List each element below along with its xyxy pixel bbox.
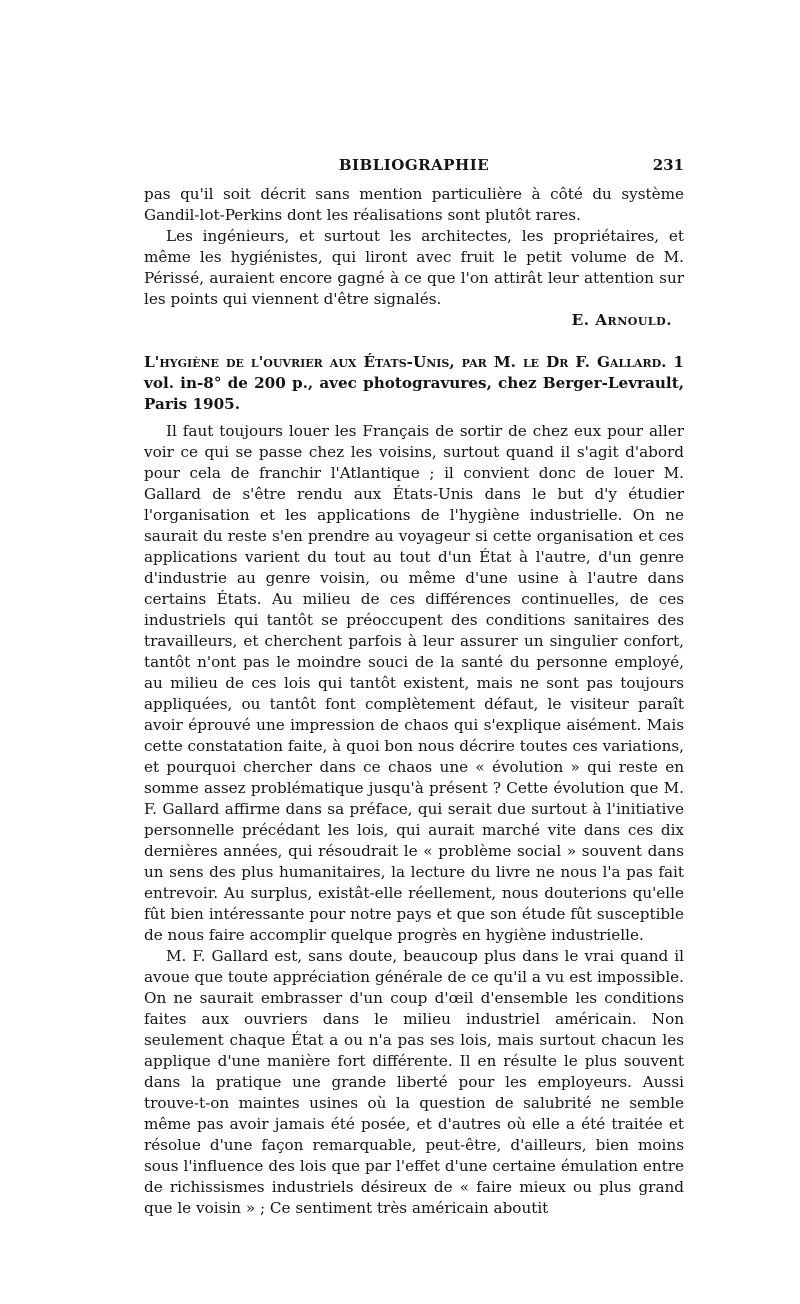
- paragraph-conclusion: Les ingénieurs, et surtout les architectes, les propriétaires, et même les hygiénistes, qui liront avec fruit le petit volume de M. Périssé, auraient encore gagné à ce que l'on attirât leur attention sur les points qui viennent d'être signalés.: [144, 227, 684, 308]
- review-paragraph-2: M. F. Gallard est, sans doute, beaucoup plus dans le vrai quand il avoue que toute appréciation générale de ce qu'il a vu est impossible. On ne saurait embrasser d'un coup d'œil d'ensemble les conditions faites aux ouvriers dans le milieu industriel américain. Non seulement chaque État a ou n'a pas ses lois, mais surtout chacun les applique d'une manière fort différente. Il en résulte le plus souvent dans la pratique une grande liberté pour les employeurs. Aussi trouve-t-on maintes usines où la question de salubrité ne semble même pas avoir jamais été posée, et d'autres où elle a été traitée et résolue d'une façon remarquable, peut-être, d'ailleurs, bien moins sous l'influence des lois que par l'effet d'une certaine émulation entre de richissismes industriels désireux de « faire mieux ou plus grand que le voisin » ; Ce sentiment très américain aboutit: [144, 947, 684, 1217]
- review-heading: [144, 352, 684, 415]
- body-text: [144, 184, 684, 1219]
- section-gap: [144, 331, 684, 352]
- paragraph-continued: pas qu'il soit décrit sans mention particulière à côté du système Gandil-lot-Perkins dont les réalisations sont plutôt rares.: [144, 185, 684, 224]
- page-number: 231: [652, 156, 684, 174]
- running-head: [144, 156, 684, 182]
- book-details: 1 vol. in-8° de 200 p., avec photogravures, chez Berger-Levrault, Paris 1905.: [144, 353, 684, 413]
- book-author: par M. le Dr F. Gallard.: [454, 353, 667, 371]
- book-title: L'hygiène de l'ouvrier aux États-Unis,: [144, 353, 455, 371]
- running-title: BIBLIOGRAPHIE: [338, 156, 490, 174]
- review-paragraph-1: Il faut toujours louer les Français de sortir de chez eux pour aller voir ce qui se passe chez les voisins, surtout quand il s'agit d'abord pour cela de franchir l'Atlantique ; il convient donc de louer M. Gallard de s'être rendu aux États-Unis dans le but d'y étudier l'organisation et les applications de l'hygiène industrielle. On ne saurait du reste s'en prendre au voyageur si cette organisation et ces applications varient du tout au tout d'un État à l'autre, d'un genre d'industrie au genre voisin, ou même d'une usine à l'autre dans certains États. Au milieu de ces différences continuelles, de ces industriels qui tantôt se préoccupent des conditions sanitaires des travailleurs, et cherchent parfois à leur assurer un singulier confort, tantôt n'ont pas le moindre souci de la santé du personne employé, au milieu de ces lois qui tantôt existent, mais ne sont pas toujours appliquées, ou tantôt font complètement défaut, le visiteur paraît avoir éprouvé une impression de chaos qui s'explique aisément. Mais cette constatation faite, à quoi bon nous décrire toutes ces variations, et pourquoi chercher dans ce chaos une « évolution » qui reste en somme assez problématique jusqu'à présent ? Cette évolution que M. F. Gallard affirme dans sa préface, qui serait due surtout à l'initiative personnelle précédant les lois, qui aurait marché vite dans ces dix dernières années, qui résoudrait le « problème social » souvent dans un sens des plus humanitaires, la lecture du livre ne nous l'a pas fait entrevoir. Au surplus, existât-elle réellement, nous douterions qu'elle fût bien intéressante pour notre pays et que son étude fût susceptible de nous faire accomplir quelque progrès en hygiène industrielle.: [144, 422, 684, 944]
- reviewer-signature: E. Arnould.: [571, 311, 672, 329]
